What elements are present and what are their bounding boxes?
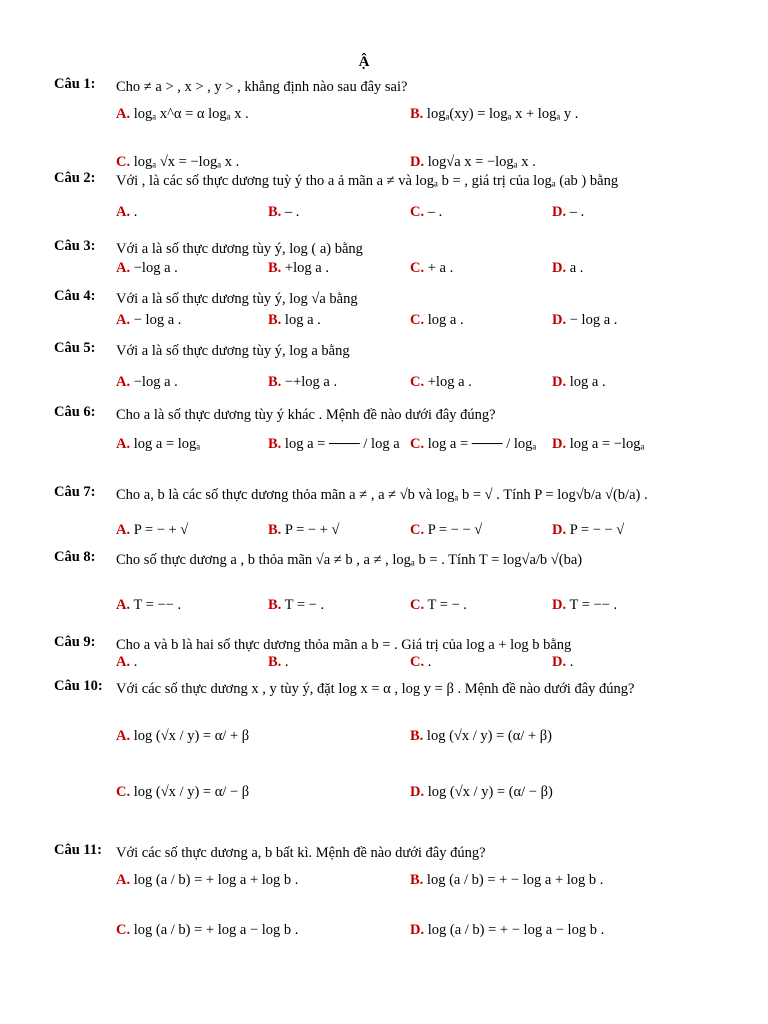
answer-option[interactable] bbox=[552, 436, 644, 453]
option-letter: C. bbox=[116, 154, 131, 170]
option-letter: A. bbox=[116, 312, 131, 328]
question-number: Câu 8: bbox=[54, 549, 96, 565]
option-letter: B. bbox=[268, 204, 282, 220]
option-text: log a . bbox=[566, 374, 606, 390]
question bbox=[54, 484, 738, 546]
option-letter: A. bbox=[116, 872, 131, 888]
option-letter: B. bbox=[268, 654, 282, 670]
option-letter: A. bbox=[116, 260, 131, 276]
option-text: log (a / b) = + − log a + log b . bbox=[423, 872, 604, 888]
answer-options bbox=[116, 374, 738, 398]
answer-option[interactable] bbox=[268, 374, 337, 391]
option-letter: D. bbox=[552, 597, 567, 613]
option-text: log√a x = −logₐ x . bbox=[424, 154, 536, 170]
question bbox=[54, 340, 738, 398]
option-letter: A. bbox=[116, 106, 131, 122]
question-stem: Cho ≠ a > , x > , y > , khẳng định nào sau đây sai? bbox=[116, 79, 408, 95]
answer-option[interactable] bbox=[410, 728, 552, 745]
option-text: . bbox=[281, 654, 289, 670]
answer-option[interactable] bbox=[268, 654, 289, 671]
option-letter: D. bbox=[552, 654, 567, 670]
option-letter: C. bbox=[410, 374, 425, 390]
document-title: Ậ bbox=[358, 54, 370, 70]
option-letter: D. bbox=[552, 312, 567, 328]
answer-option[interactable] bbox=[410, 436, 536, 453]
answer-option[interactable] bbox=[116, 260, 178, 277]
option-letter: D. bbox=[552, 374, 567, 390]
answer-option[interactable] bbox=[552, 654, 573, 671]
option-letter: B. bbox=[410, 106, 424, 122]
answer-option[interactable] bbox=[116, 654, 137, 671]
answer-option[interactable] bbox=[268, 597, 324, 614]
option-text: log (√x / y) = α/ + β bbox=[130, 728, 250, 744]
option-text: P = − − √ bbox=[566, 522, 625, 538]
option-letter: D. bbox=[552, 522, 567, 538]
answer-option[interactable] bbox=[116, 522, 188, 539]
option-letter: D. bbox=[552, 260, 567, 276]
answer-option[interactable] bbox=[410, 522, 482, 539]
option-letter: B. bbox=[268, 597, 282, 613]
question-number: Câu 6: bbox=[54, 404, 96, 420]
question-stem: Với , là các số thực dương tuỳ ý tho a ả mãn a ≠ và logₐ b = , giá trị của logₐ (ab ) bằng bbox=[116, 173, 619, 189]
option-letter: D. bbox=[552, 436, 567, 452]
answer-option[interactable] bbox=[410, 260, 453, 277]
option-text: . bbox=[566, 654, 574, 670]
option-text: logₐ √x = −logₐ x . bbox=[130, 154, 240, 170]
answer-option[interactable] bbox=[116, 784, 249, 801]
option-text: −log a . bbox=[130, 374, 178, 390]
option-text: log a = −logₐ bbox=[566, 436, 645, 452]
answer-option[interactable] bbox=[410, 654, 431, 671]
option-text: −log a . bbox=[130, 260, 178, 276]
question bbox=[54, 76, 738, 178]
answer-option[interactable] bbox=[268, 260, 329, 277]
question bbox=[54, 634, 738, 678]
answer-option[interactable] bbox=[410, 204, 442, 221]
option-text: −+log a . bbox=[281, 374, 338, 390]
option-letter: A. bbox=[116, 436, 131, 452]
option-letter: B. bbox=[410, 872, 424, 888]
answer-option[interactable] bbox=[410, 154, 536, 171]
answer-option[interactable] bbox=[116, 436, 200, 453]
answer-option[interactable] bbox=[268, 204, 299, 221]
option-text: log (√x / y) = (α/ − β) bbox=[424, 784, 553, 800]
option-text: log a = ─── / log a bbox=[281, 436, 400, 452]
answer-options bbox=[116, 654, 738, 678]
option-text: log (a / b) = + log a + log b . bbox=[130, 872, 299, 888]
option-text: T = − . bbox=[424, 597, 467, 613]
option-letter: A. bbox=[116, 204, 131, 220]
option-text: +log a . bbox=[281, 260, 329, 276]
answer-options bbox=[116, 872, 738, 946]
answer-option[interactable] bbox=[410, 922, 604, 939]
option-letter: C. bbox=[410, 204, 425, 220]
option-letter: C. bbox=[410, 260, 425, 276]
option-letter: C. bbox=[410, 436, 425, 452]
answer-options bbox=[116, 597, 738, 621]
question bbox=[54, 404, 738, 460]
question-number: Câu 5: bbox=[54, 340, 96, 356]
answer-option[interactable] bbox=[552, 522, 624, 539]
option-text: T = − . bbox=[281, 597, 325, 613]
question bbox=[54, 549, 738, 621]
answer-option[interactable] bbox=[116, 374, 178, 391]
option-text: log (√x / y) = (α/ + β) bbox=[423, 728, 552, 744]
option-text: log a . bbox=[424, 312, 464, 328]
answer-option[interactable] bbox=[552, 312, 617, 329]
option-text: logₐ(xy) = logₐ x + logₐ y . bbox=[423, 106, 579, 122]
question-number: Câu 11: bbox=[54, 842, 102, 858]
question-number: Câu 1: bbox=[54, 76, 96, 92]
option-letter: C. bbox=[410, 597, 425, 613]
option-letter: D. bbox=[410, 922, 425, 938]
option-letter: D. bbox=[552, 204, 567, 220]
answer-option[interactable] bbox=[116, 922, 298, 939]
question bbox=[54, 238, 738, 284]
answer-option[interactable] bbox=[552, 260, 583, 277]
question-stem: Với a là số thực dương tùy ý, log a bằng bbox=[116, 343, 350, 359]
question-number: Câu 7: bbox=[54, 484, 96, 500]
answer-option[interactable] bbox=[410, 312, 464, 329]
option-letter: A. bbox=[116, 374, 131, 390]
option-letter: B. bbox=[410, 728, 424, 744]
answer-options bbox=[116, 522, 738, 546]
question-number: Câu 10: bbox=[54, 678, 103, 694]
answer-option[interactable] bbox=[552, 597, 617, 614]
option-letter: B. bbox=[268, 436, 282, 452]
option-text: P = − − √ bbox=[424, 522, 483, 538]
option-letter: A. bbox=[116, 522, 131, 538]
answer-options bbox=[116, 106, 738, 178]
option-text: a . bbox=[566, 260, 584, 276]
answer-option[interactable] bbox=[410, 597, 467, 614]
answer-option[interactable] bbox=[116, 728, 249, 745]
option-text: log (a / b) = + log a − log b . bbox=[130, 922, 299, 938]
answer-option[interactable] bbox=[116, 597, 181, 614]
question-stem: Với a là số thực dương tùy ý, log √a bằng bbox=[116, 291, 358, 307]
question bbox=[54, 842, 738, 946]
option-letter: A. bbox=[116, 654, 131, 670]
answer-option[interactable] bbox=[268, 522, 339, 539]
option-text: – . bbox=[566, 204, 585, 220]
option-text: . bbox=[424, 654, 432, 670]
question-stem: Với các số thực dương x , y tùy ý, đặt log x = α , log y = β . Mệnh đề nào dưới đây đúng? bbox=[116, 681, 635, 697]
option-text: log a . bbox=[281, 312, 321, 328]
answer-option[interactable] bbox=[268, 312, 321, 329]
option-letter: B. bbox=[268, 522, 282, 538]
answer-option[interactable] bbox=[116, 204, 137, 221]
option-letter: B. bbox=[268, 312, 282, 328]
question-stem: Cho a và b là hai số thực dương thỏa mãn a b = . Giá trị của log a + log b bằng bbox=[116, 637, 572, 653]
option-text: log (a / b) = + − log a − log b . bbox=[424, 922, 605, 938]
answer-options bbox=[116, 436, 738, 460]
answer-option[interactable] bbox=[116, 154, 239, 171]
option-text: T = −− . bbox=[566, 597, 618, 613]
answer-option[interactable] bbox=[410, 374, 472, 391]
answer-option[interactable] bbox=[268, 436, 400, 453]
answer-option[interactable] bbox=[552, 374, 606, 391]
option-letter: B. bbox=[268, 260, 282, 276]
question-stem: Với các số thực dương a, b bất kì. Mệnh đề nào dưới đây đúng? bbox=[116, 845, 486, 861]
option-text: P = − + √ bbox=[281, 522, 340, 538]
question-number: Câu 3: bbox=[54, 238, 96, 254]
option-text: +log a . bbox=[424, 374, 472, 390]
option-text: T = −− . bbox=[130, 597, 182, 613]
option-letter: D. bbox=[410, 154, 425, 170]
option-letter: D. bbox=[410, 784, 425, 800]
question-stem: Với a là số thực dương tùy ý, log ( a) bằng bbox=[116, 241, 363, 257]
answer-option[interactable] bbox=[552, 204, 584, 221]
option-text: . bbox=[130, 204, 138, 220]
answer-option[interactable] bbox=[116, 312, 181, 329]
option-letter: A. bbox=[116, 728, 131, 744]
answer-option[interactable] bbox=[410, 872, 603, 889]
question bbox=[54, 170, 738, 228]
option-letter: C. bbox=[410, 654, 425, 670]
question-stem: Cho a là số thực dương tùy ý khác . Mệnh đề nào dưới đây đúng? bbox=[116, 407, 496, 423]
option-text: − log a . bbox=[130, 312, 182, 328]
question-stem: Cho số thực dương a , b thỏa mãn √a ≠ b , a ≠ , logₐ b = . Tính T = log√a/b √(ba) bbox=[116, 552, 583, 568]
option-text: + a . bbox=[424, 260, 454, 276]
option-text: log a = logₐ bbox=[130, 436, 201, 452]
option-text: log (√x / y) = α/ − β bbox=[130, 784, 250, 800]
option-text: − log a . bbox=[566, 312, 618, 328]
answer-option[interactable] bbox=[410, 784, 553, 801]
question-number: Câu 4: bbox=[54, 288, 96, 304]
option-letter: B. bbox=[268, 374, 282, 390]
option-text: log a = ─── / logₐ bbox=[424, 436, 537, 452]
answer-option[interactable] bbox=[410, 106, 578, 123]
question bbox=[54, 288, 738, 336]
option-letter: C. bbox=[410, 522, 425, 538]
question-number: Câu 9: bbox=[54, 634, 96, 650]
option-text: . bbox=[130, 654, 138, 670]
answer-options bbox=[116, 312, 738, 336]
answer-options bbox=[116, 260, 738, 284]
question-number: Câu 2: bbox=[54, 170, 96, 186]
answer-option[interactable] bbox=[116, 872, 298, 889]
option-letter: C. bbox=[116, 922, 131, 938]
question bbox=[54, 678, 738, 808]
answer-options bbox=[116, 728, 738, 808]
option-text: – . bbox=[281, 204, 300, 220]
question-stem: Cho a, b là các số thực dương thỏa mãn a ≠ , a ≠ √b và logₐ b = √ . Tính P = log√b/a √(b/a) . bbox=[116, 487, 648, 503]
answer-option[interactable] bbox=[116, 106, 249, 123]
option-letter: A. bbox=[116, 597, 131, 613]
option-text: logₐ x^α = α logₐ x . bbox=[130, 106, 249, 122]
answer-options bbox=[116, 204, 738, 228]
option-text: – . bbox=[424, 204, 443, 220]
option-letter: C. bbox=[116, 784, 131, 800]
option-text: P = − + √ bbox=[130, 522, 189, 538]
option-letter: C. bbox=[410, 312, 425, 328]
